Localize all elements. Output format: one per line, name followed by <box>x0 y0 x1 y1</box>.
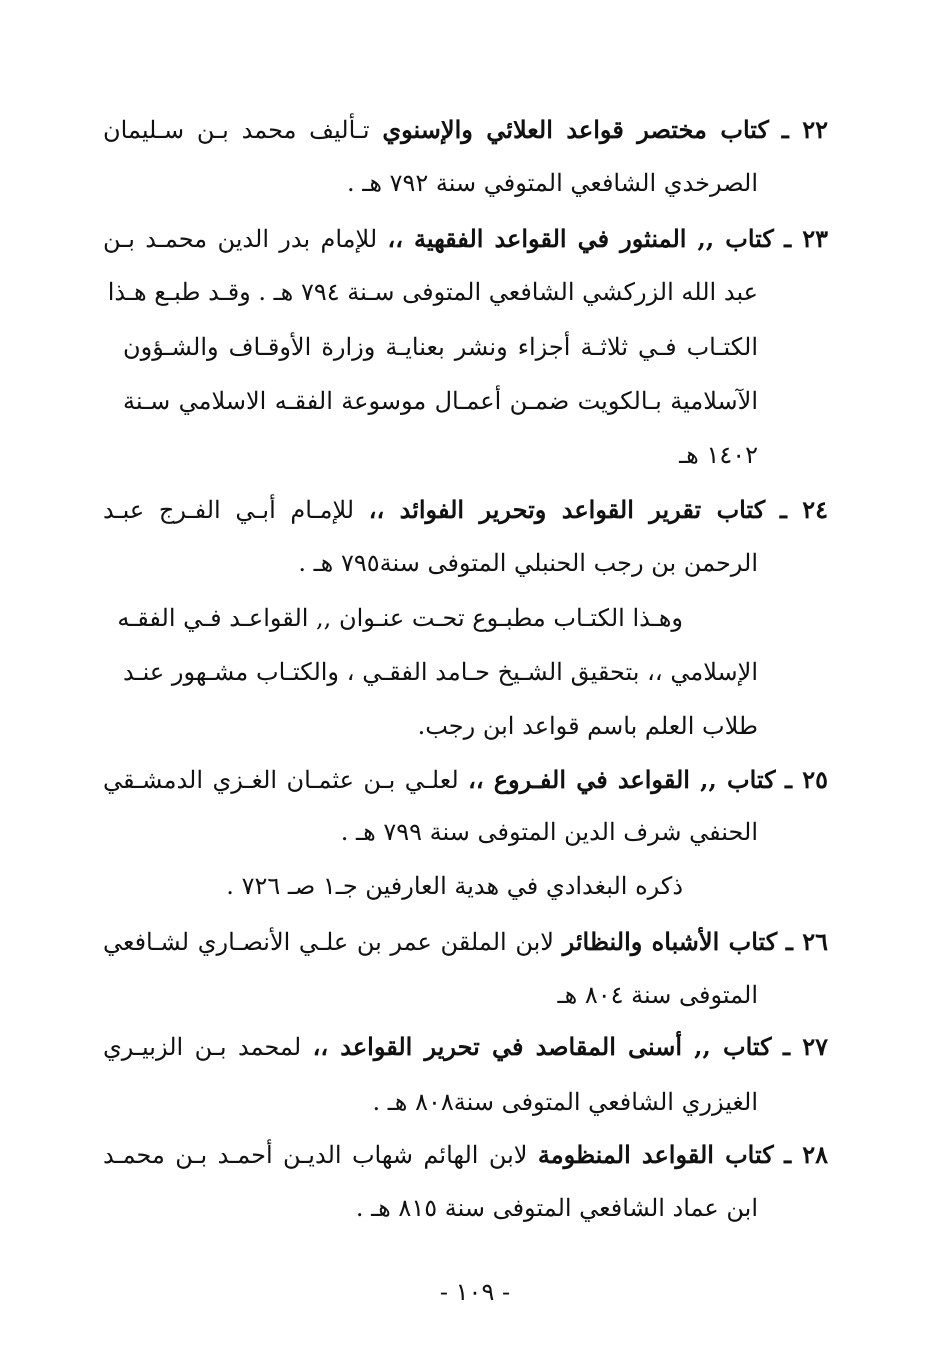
entry-24-text: للإمـام أبـي الفـرج عبـد <box>103 496 369 524</box>
entry-22-line-1 <box>103 110 828 150</box>
entry-28-title: كتاب القواعد المنظومة <box>537 1140 774 1169</box>
entry-28-line-1 <box>103 1135 828 1175</box>
entry-23-text: للإمام بدر الدين محمـد بـن <box>103 225 388 253</box>
entry-28-number: ٢٨ ـ <box>784 1140 828 1169</box>
entry-25-line-3: ذكره البغدادي في هدية العارفين جـ١ صـ ٧٢٦ . <box>226 872 683 900</box>
entry-27-number: ٢٧ ـ <box>783 1032 828 1061</box>
entry-22-text: تـأليف محمد بـن سـليمان <box>103 116 383 144</box>
entry-25-text: لعلـي بـن عثمـان الغـزي الدمشـقي <box>103 766 469 794</box>
entry-24-line-4: الإسلامي ،، بتحقيق الشـيخ حـامد الفقـي ، والكتـاب مشـهور عنـد <box>123 658 759 686</box>
entry-22-line-2: الصرخدي الشافعي المتوفي سنة ٧٩٢ هـ . <box>347 169 758 197</box>
entry-24-line-1 <box>103 490 828 530</box>
entry-25-number: ٢٥ ـ <box>785 765 828 794</box>
entry-23-number: ٢٣ ـ <box>784 224 828 253</box>
entry-22-title: كتاب مختصر قواعد العلائي والإسنوي <box>382 115 769 144</box>
entry-26-number: ٢٦ ـ <box>785 927 828 956</box>
entry-26-text: لابن الملقن عمر بن علـي الأنصـاري لشـافعي <box>103 928 563 956</box>
entry-25-line-2: الحنفي شرف الدين المتوفى سنة ٧٩٩ هـ . <box>340 818 758 846</box>
entry-23-title: كتاب ,, المنثور في القواعد الفقهية ،، <box>387 224 774 253</box>
entry-28-line-2: ابن عماد الشافعي المتوفى سنة ٨١٥ هـ . <box>355 1194 758 1222</box>
entry-22-number: ٢٢ ـ <box>781 115 828 144</box>
entry-27-line-1 <box>103 1027 828 1067</box>
entry-24-title: كتاب تقرير القواعد وتحرير الفوائد ،، <box>368 495 766 524</box>
entry-23-line-2: عبد الله الزركشي الشافعي المتوفى سـنة ٧٩٤ هـ . وقـد طبـع هـذا <box>107 278 758 306</box>
entry-23-line-4: الآسلامية بـالكويت ضمـن أعمـال موسوعة الفقـه الاسلامي سـنة <box>123 387 758 415</box>
entry-26-title: كتاب الأشباه والنظائر <box>562 927 778 956</box>
entry-26-line-2: المتوفى سنة ٨٠٤ هـ <box>557 981 758 1009</box>
entry-25-line-1 <box>103 760 828 800</box>
entry-28-text: لابن الهائم شهاب الديـن أحمـد بـن محمـد <box>103 1141 538 1169</box>
entry-27-line-2: الغيزري الشافعي المتوفى سنة٨٠٨ هـ . <box>372 1088 758 1116</box>
entry-23-line-5: ١٤٠٢ هـ <box>679 441 758 469</box>
entry-26-line-1 <box>103 922 828 962</box>
entry-27-title: كتاب ,, أسنى المقاصد في تحرير القواعد ،، <box>312 1032 772 1061</box>
page-number: - ١٠٩ - <box>439 1278 511 1306</box>
entry-25-title: كتاب ,, القواعد في الفـروع ،، <box>468 765 776 794</box>
entry-23-line-3: الكتـاب فـي ثلاثـة أجزاء ونشر بعنايـة وزارة الأوقـاف والشـؤون <box>123 333 758 361</box>
entry-23-line-1 <box>103 219 828 259</box>
entry-24-line-2: الرحمن بن رجب الحنبلي المتوفى سنة٧٩٥ هـ . <box>298 549 758 577</box>
entry-24-line-5: طلاب العلم باسم قواعد ابن رجب. <box>417 712 758 740</box>
entry-24-line-3: وهـذا الكتـاب مطبـوع تحـت عنـوان ,, القواعـد فـي الفقـه <box>117 604 683 632</box>
entry-27-text: لمحمد بـن الزبيـري <box>103 1033 313 1061</box>
entry-24-number: ٢٤ ـ <box>779 495 829 524</box>
